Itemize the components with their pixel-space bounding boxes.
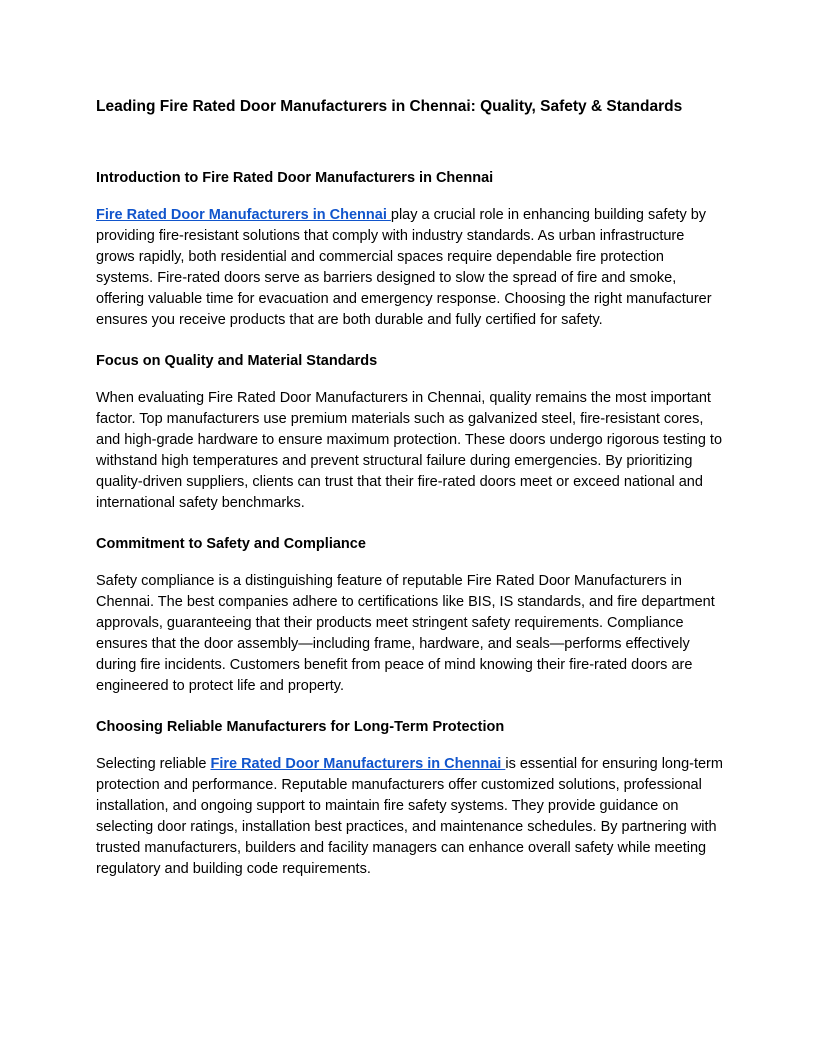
document-page	[96, 95, 724, 880]
paragraph-introduction	[96, 205, 724, 331]
fire-rated-door-link-intro[interactable]: Fire Rated Door Manufacturers in Chennai	[96, 207, 391, 223]
paragraph-introduction-text: play a crucial role in enhancing building safety by providing fire-resistant solutions that comply with industry standards. As urban infrastructure grows rapidly, both residential and commercial spaces require dependable fire protection systems. Fire-rated doors serve as barriers designed to slow the spread of fire and smoke, offering valuable time for evacuation and emergency response. Choosing the right manufacturer ensures you receive products that are both durable and fully certified for safety.	[96, 207, 712, 328]
paragraph-safety: Safety compliance is a distinguishing feature of reputable Fire Rated Door Manufacturers in Chennai. The best companies adhere to certifications like BIS, IS standards, and fire department approvals, guaranteeing that their products meet stringent safety requirements. Compliance ensures that the door assembly—including frame, hardware, and seals—performs effectively during fire incidents. Customers benefit from peace of mind knowing their fire-rated doors are engineered to protect life and property.	[96, 573, 715, 694]
heading-introduction: Introduction to Fire Rated Door Manufacturers in Chennai	[96, 170, 494, 186]
heading-safety: Commitment to Safety and Compliance	[96, 536, 366, 552]
heading-reliable: Choosing Reliable Manufacturers for Long-Term Protection	[96, 719, 505, 735]
heading-quality: Focus on Quality and Material Standards	[96, 353, 378, 369]
document-title: Leading Fire Rated Door Manufacturers in Chennai: Quality, Safety & Standards	[96, 98, 683, 115]
paragraph-reliable-text: is essential for ensuring long-term protection and performance. Reputable manufacturers offer customized solutions, professional installation, and ongoing support to maintain fire safety systems. They provide guidance on selecting door ratings, installation best practices, and maintenance schedules. By partnering with trusted manufacturers, builders and facility managers can enhance overall safety while meeting regulatory and building code requirements.	[96, 756, 723, 877]
fire-rated-door-link-reliable[interactable]: Fire Rated Door Manufacturers in Chennai	[210, 756, 506, 772]
paragraph-reliable-lead: Selecting reliable	[96, 756, 211, 772]
paragraph-reliable	[96, 754, 724, 880]
paragraph-quality: When evaluating Fire Rated Door Manufacturers in Chennai, quality remains the most important factor. Top manufacturers use premium materials such as galvanized steel, fire-resistant cores, and high-grade hardware to ensure maximum protection. These doors undergo rigorous testing to withstand high temperatures and prevent structural failure during emergencies. By prioritizing quality-driven suppliers, clients can trust that their fire-rated doors meet or exceed national and international safety benchmarks.	[96, 390, 723, 511]
